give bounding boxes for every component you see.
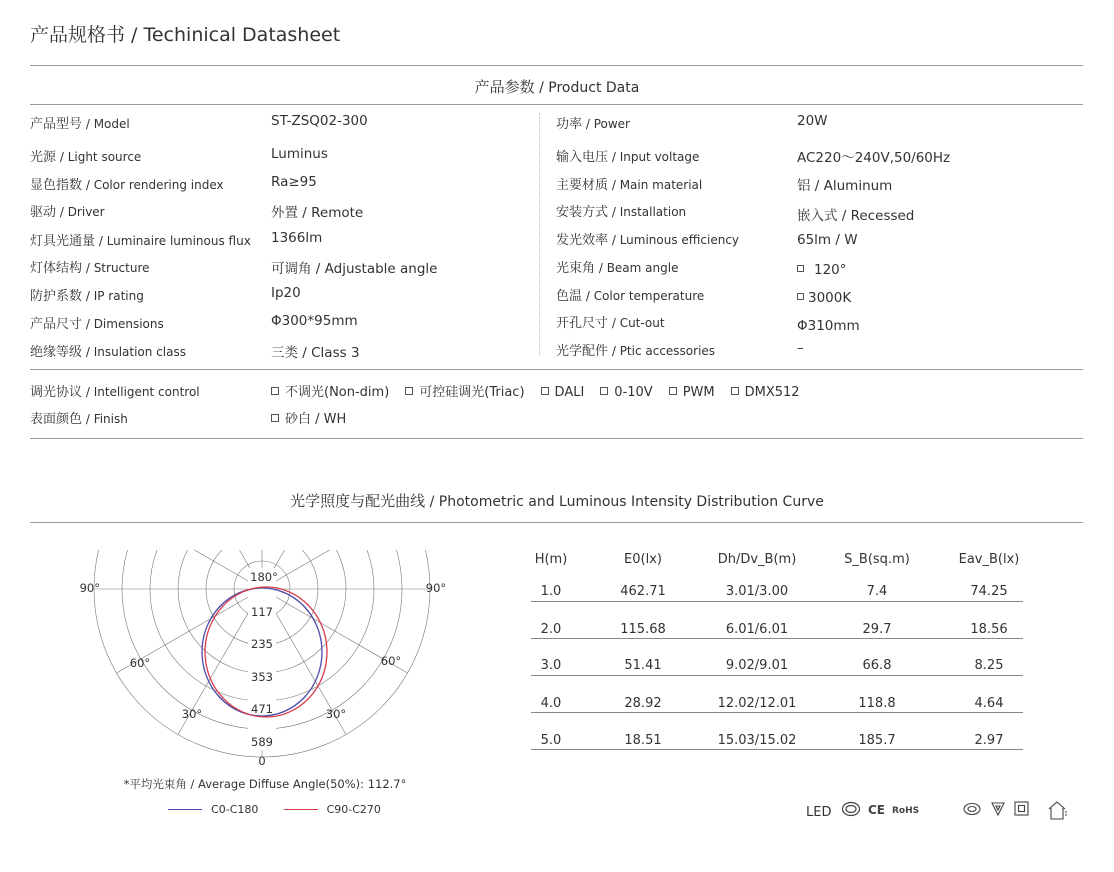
table-header: E0(lx)	[624, 552, 662, 567]
spec-label	[556, 229, 739, 248]
spec-label-en: / Color rendering index	[82, 178, 224, 192]
control-option-label: DMX512	[744, 385, 800, 400]
spec-label-en: / Color temperature	[582, 289, 705, 303]
spec-label-cn: 光束角	[556, 261, 596, 276]
table-cell: 51.41	[624, 658, 662, 673]
legend-label-c0: C0-C180	[211, 803, 259, 816]
table-row-rule	[531, 675, 1023, 676]
table-cell: 74.25	[970, 584, 1008, 599]
spec-label-cn: 安装方式	[556, 205, 609, 220]
divider	[30, 65, 1083, 66]
spec-label	[556, 312, 665, 331]
finish-label: 表面颜色 / Finish	[30, 412, 128, 427]
divider	[30, 522, 1083, 523]
table-header: Eav_B(lx)	[958, 552, 1020, 567]
spec-value: 可调角 / Adjustable angle	[271, 261, 438, 277]
checkbox-icon	[797, 265, 804, 272]
spec-label	[556, 201, 686, 220]
divider	[30, 438, 1083, 439]
spec-value-text: 铝 / Aluminum	[797, 178, 893, 194]
spec-label-cn: 显色指数	[30, 178, 83, 193]
spec-label-cn: 绝缘等级	[30, 345, 83, 360]
control-option	[541, 385, 585, 400]
radial-label: 235	[251, 637, 273, 651]
table-cell: 28.92	[624, 696, 662, 711]
spec-label	[30, 174, 224, 193]
spec-label-cn: 光源	[30, 150, 57, 165]
spec-label-cn: 灯体结构	[30, 261, 83, 276]
checkbox-icon	[797, 293, 804, 300]
spec-value-text: –	[797, 340, 804, 356]
spec-value: Φ300*95mm	[271, 313, 358, 329]
radial-label: 117	[251, 605, 273, 619]
table-cell: 12.02/12.01	[717, 696, 797, 711]
page-title: 产品规格书 / Techinical Datasheet	[30, 24, 341, 46]
spec-label	[30, 201, 105, 220]
spec-value	[797, 340, 804, 356]
spec-label-en: / Ptic accessories	[608, 344, 716, 358]
spec-label-cn: 发光效率	[556, 233, 609, 248]
spec-value: Ip20	[271, 285, 301, 301]
spec-label-en: / Power	[582, 117, 630, 131]
control-option-label: PWM	[682, 385, 715, 400]
table-cell: 8.25	[974, 658, 1004, 673]
spec-value	[797, 146, 950, 166]
checkbox-icon	[731, 387, 739, 395]
checkbox-icon	[600, 387, 608, 395]
table-cell: 115.68	[620, 622, 666, 637]
control-option	[405, 385, 524, 400]
spec-value: Ra≥95	[271, 174, 317, 190]
angle-label: 0	[258, 754, 266, 768]
spec-value-text: 嵌入式 / Recessed	[797, 208, 915, 224]
control-option-label: 可控硅调光(Triac)	[419, 385, 525, 400]
table-cell: 2.97	[974, 733, 1004, 748]
spec-label-en: / Input voltage	[608, 150, 700, 164]
table-cell: 3.0	[540, 658, 562, 673]
legend	[168, 798, 381, 817]
table-header: S_B(sq.m)	[844, 552, 910, 567]
table-cell: 3.01/3.00	[725, 584, 789, 599]
led-mark: LED	[806, 805, 832, 820]
table-header: H(m)	[534, 552, 568, 567]
spec-value	[797, 262, 847, 278]
finish-option: 砂白 / WH	[271, 408, 346, 427]
spec-value-text: 65lm / W	[797, 232, 858, 248]
spec-label	[30, 285, 144, 304]
table-cell: 1.0	[540, 584, 562, 599]
table-cell: 18.56	[970, 622, 1008, 637]
spec-label-en: / IP rating	[82, 289, 144, 303]
spec-label	[30, 113, 130, 132]
checkbox-icon	[669, 387, 677, 395]
spec-label	[556, 285, 704, 304]
spec-value	[797, 204, 914, 224]
control-option-label: 0-10V	[614, 385, 653, 400]
table-cell: 4.0	[540, 696, 562, 711]
table-row-rule	[531, 601, 1023, 602]
spec-label-cn: 产品尺寸	[30, 317, 83, 332]
spec-value	[797, 318, 860, 334]
spec-label-en: / Model	[82, 117, 130, 131]
angle-label: 30°	[325, 707, 347, 721]
spec-label-en: / Driver	[56, 205, 105, 219]
table-cell: 4.64	[974, 696, 1004, 711]
spec-value	[797, 232, 858, 248]
spec-value-text: 120°	[814, 262, 847, 278]
photometric-heading: 光学照度与配光曲线 / Photometric and Luminous Intensity Distribution Curve	[290, 492, 824, 510]
spec-label-en: / Installation	[608, 205, 687, 219]
legend-label-c90: C90-C270	[326, 803, 381, 816]
spec-label-en: / Insulation class	[82, 345, 186, 359]
table-row-rule	[531, 638, 1023, 639]
spec-label-cn: 驱动	[30, 205, 57, 220]
grid-spoke	[117, 530, 262, 589]
control-option	[669, 385, 715, 400]
ce-icon: CE	[867, 803, 885, 817]
spec-value-text: AC220～240V,50/60Hz	[797, 150, 951, 166]
angle-label: 90°	[79, 581, 100, 595]
spec-label	[556, 174, 702, 193]
spec-value: 1366lm	[271, 230, 323, 246]
table-cell: 9.02/9.01	[725, 658, 789, 673]
table-cell: 5.0	[540, 733, 562, 748]
angle-label: 30°	[181, 707, 203, 721]
column-divider	[539, 113, 540, 355]
grid-spoke	[262, 530, 407, 589]
spec-value	[797, 174, 892, 194]
control-option	[600, 385, 652, 400]
beam-angle-note: *平均光束角 / Average Diffuse Angle(50%): 112.7°	[123, 777, 407, 791]
spec-label-en: / Luminous efficiency	[608, 233, 740, 247]
control-option-label: 不调光(Non-dim)	[285, 385, 390, 400]
certification-icons	[806, 800, 1068, 820]
cqc-icon	[964, 804, 980, 815]
spec-label-en: / Dimensions	[82, 317, 164, 331]
spec-value: Luminus	[271, 146, 328, 162]
spec-label-cn: 防护系数	[30, 289, 83, 304]
spec-value: 外置 / Remote	[271, 205, 364, 221]
angle-label: 60°	[380, 654, 402, 668]
spec-value: 三类 / Class 3	[271, 345, 360, 361]
spec-label-cn: 产品型号	[30, 117, 83, 132]
spec-label-en: / Structure	[82, 261, 150, 275]
table-row-rule	[531, 712, 1023, 713]
table-cell: 185.7	[858, 733, 896, 748]
spec-label	[30, 257, 150, 276]
control-option	[271, 385, 389, 400]
product-data-heading: 产品参数 / Product Data	[474, 78, 640, 96]
ccc-icon	[842, 803, 859, 816]
angle-label: 180°	[250, 570, 278, 584]
control-label: 调光协议 / Intelligent control	[30, 385, 200, 400]
spec-label-cn: 色温	[556, 289, 583, 304]
divider	[30, 104, 1083, 105]
checkbox-icon	[405, 387, 413, 395]
spec-label	[556, 146, 699, 165]
class-2-icon	[1015, 802, 1028, 815]
control-options	[271, 381, 816, 400]
triangle-mark-icon	[992, 803, 1004, 815]
spec-value: ST-ZSQ02-300	[271, 113, 368, 129]
legend-line-c90	[284, 809, 318, 810]
spec-label-en: / Main material	[608, 178, 703, 192]
spec-value-text: 3000K	[808, 290, 852, 306]
table-cell: 15.03/15.02	[717, 733, 797, 748]
table-cell: 18.51	[624, 733, 662, 748]
spec-label	[30, 146, 141, 165]
spec-label-cn: 主要材质	[556, 178, 609, 193]
table-header: Dh/Dv_B(m)	[717, 552, 797, 567]
spec-label-cn: 开孔尺寸	[556, 316, 609, 331]
spec-value-text: 20W	[797, 113, 828, 129]
checkbox-icon	[271, 387, 279, 395]
angle-label: 60°	[129, 656, 151, 670]
angle-label: 90°	[425, 581, 447, 595]
spec-label-cn: 输入电压	[556, 150, 609, 165]
spec-label-en: / Luminaire luminous flux	[95, 234, 251, 248]
checkbox-icon	[541, 387, 549, 395]
spec-value-text: Φ310mm	[797, 318, 860, 334]
spec-label-en: / Light source	[56, 150, 142, 164]
control-option-label: DALI	[554, 385, 585, 400]
spec-value	[797, 290, 851, 306]
spec-label	[556, 340, 715, 359]
table-cell: 462.71	[620, 584, 666, 599]
spec-label	[30, 313, 164, 332]
control-option	[731, 385, 800, 400]
radial-label: 589	[251, 735, 273, 749]
axis-label-backdrop	[248, 568, 276, 750]
spec-label-cn: 光学配件	[556, 344, 609, 359]
table-cell: 7.4	[866, 584, 888, 599]
spec-label	[556, 257, 678, 276]
spec-value	[797, 113, 828, 129]
checkbox-icon	[271, 414, 279, 422]
spec-label-cn: 功率	[556, 117, 583, 132]
radial-label: 471	[251, 702, 273, 716]
spec-label-en: / Beam angle	[595, 261, 679, 275]
table-cell: 118.8	[858, 696, 896, 711]
spec-label	[30, 230, 251, 249]
spec-label	[30, 341, 186, 360]
table-cell: 29.7	[862, 622, 892, 637]
spec-label-cn: 灯具光通量	[30, 234, 96, 249]
spec-label	[556, 113, 630, 132]
spec-label-en: / Cut-out	[608, 316, 665, 330]
table-cell: 6.01/6.01	[725, 622, 789, 637]
table-cell: 66.8	[862, 658, 892, 673]
table-row-rule	[531, 749, 1023, 750]
table-cell: 2.0	[540, 622, 562, 637]
radial-label: 353	[251, 670, 273, 684]
legend-line-c0	[168, 809, 202, 810]
rohs-icon: RoHS	[891, 806, 919, 816]
recessed-house-icon	[1046, 800, 1068, 822]
divider	[30, 369, 1083, 370]
